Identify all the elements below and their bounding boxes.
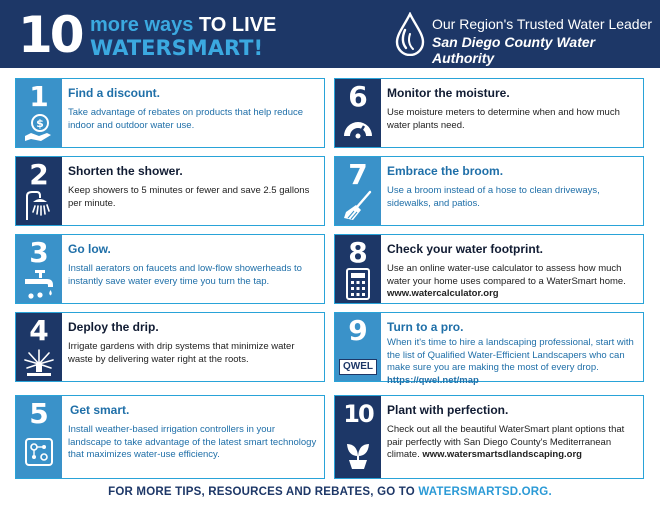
header-number: 10 xyxy=(18,6,82,64)
tip-body: Use moisture meters to determine when and how much water plants need. xyxy=(387,107,620,131)
header-line1-rest: TO LIVE xyxy=(198,14,277,36)
header-line1 xyxy=(90,14,276,37)
tip-link[interactable]: https://qwel.net/map xyxy=(387,374,479,386)
tip-title: Find a discount. xyxy=(68,86,160,100)
tip-title: Monitor the moisture. xyxy=(387,86,510,100)
tip-body xyxy=(387,337,637,387)
tip-title: Embrace the broom. xyxy=(387,164,504,178)
tip-number: 9 xyxy=(348,314,368,347)
tip-link[interactable]: www.watercalculator.org xyxy=(387,288,499,299)
header-org-name: San Diego County Water Authority xyxy=(432,34,596,66)
svg-text:$: $ xyxy=(36,117,44,130)
tip-title: Plant with perfection. xyxy=(387,403,509,417)
tip-title: Turn to a pro. xyxy=(387,320,464,334)
controller-icon xyxy=(23,436,55,468)
tip-card-5 xyxy=(15,395,325,479)
tip-number: 5 xyxy=(29,397,49,430)
tip-card-7 xyxy=(334,156,644,226)
tip-title: Go low. xyxy=(68,242,111,256)
shower-icon xyxy=(23,190,55,222)
tip-card-10 xyxy=(334,395,644,479)
tip-number: 7 xyxy=(348,158,368,191)
tip-title: Get smart. xyxy=(70,403,130,417)
water-drop-logo-icon xyxy=(394,12,426,56)
tip-body: Keep showers to 5 minutes or fewer and save 2.5 gallons per minute. xyxy=(68,185,310,209)
tip-number: 10 xyxy=(343,400,373,428)
tip-card-1 xyxy=(15,78,325,148)
tip-body xyxy=(387,263,637,301)
tip-body xyxy=(387,424,637,462)
tip-card-6 xyxy=(334,78,644,148)
tip-body: Install weather-based irrigation controllers in your landscape to take advantage of the latest smart technology that maximizes water-use efficiency. xyxy=(68,424,317,460)
tip-card-8 xyxy=(334,234,644,304)
tip-number: 2 xyxy=(29,158,49,191)
tip-link[interactable]: www.watersmartsdlandscaping.org xyxy=(422,449,582,460)
tip-card-4 xyxy=(15,312,325,382)
tip-number: 1 xyxy=(29,80,49,113)
plant-icon xyxy=(342,438,374,470)
tip-number: 3 xyxy=(29,236,49,269)
header-line2: WATERSMART! xyxy=(90,36,264,60)
footer-link[interactable]: WATERSMARTSD.ORG. xyxy=(418,486,552,498)
header-banner xyxy=(0,0,660,68)
tip-title: Check your water footprint. xyxy=(387,242,544,256)
header-tagline: Our Region's Trusted Water Leader xyxy=(432,16,653,32)
footer-cta xyxy=(0,486,660,498)
sprinkler-icon xyxy=(23,346,55,378)
tip-number: 6 xyxy=(348,80,368,113)
tip-card-3 xyxy=(15,234,325,304)
tip-body-text: Use an online water-use calculator to assess how much water your home uses compared to a WaterSmart home. xyxy=(387,263,626,287)
tip-body-text: Check out all the beautiful WaterSmart plant options that pair perfectly with San Diego County's Mediterranean climate. xyxy=(387,424,625,460)
tip-body: Take advantage of rebates on products that help reduce indoor and outdoor water use. xyxy=(68,107,304,131)
broom-icon xyxy=(342,190,374,222)
header-line1-accent: more ways xyxy=(90,14,194,36)
gauge-icon xyxy=(342,112,374,144)
footer-text: FOR MORE TIPS, RESOURCES AND REBATES, GO TO xyxy=(108,486,415,498)
tip-card-9 xyxy=(334,312,644,386)
tip-title: Shorten the shower. xyxy=(68,164,183,178)
tip-body: Irrigate gardens with drip systems that minimize water waste by delivering water right at the roots. xyxy=(68,341,295,365)
calculator-icon xyxy=(342,268,374,300)
faucet-icon xyxy=(23,268,55,300)
tip-body: Install aerators on faucets and low-flow showerheads to instantly save water every time you turn the tap. xyxy=(68,263,302,287)
tip-number: 4 xyxy=(29,314,49,347)
qwel-logo-icon xyxy=(339,359,377,375)
tip-body: Use a broom instead of a hose to clean driveways, sidewalks, and patios. xyxy=(387,185,600,209)
qwel-logo-text: QWEL xyxy=(343,361,373,372)
tip-number: 8 xyxy=(348,236,368,269)
money-hand-icon xyxy=(23,112,55,144)
tip-title: Deploy the drip. xyxy=(68,320,159,334)
tip-body-text: When it's time to hire a landscaping professional, start with the list of Qualified Water-Efficient Landscapers who can make sure you are making the most of every drop. xyxy=(387,337,634,373)
tip-card-2 xyxy=(15,156,325,226)
